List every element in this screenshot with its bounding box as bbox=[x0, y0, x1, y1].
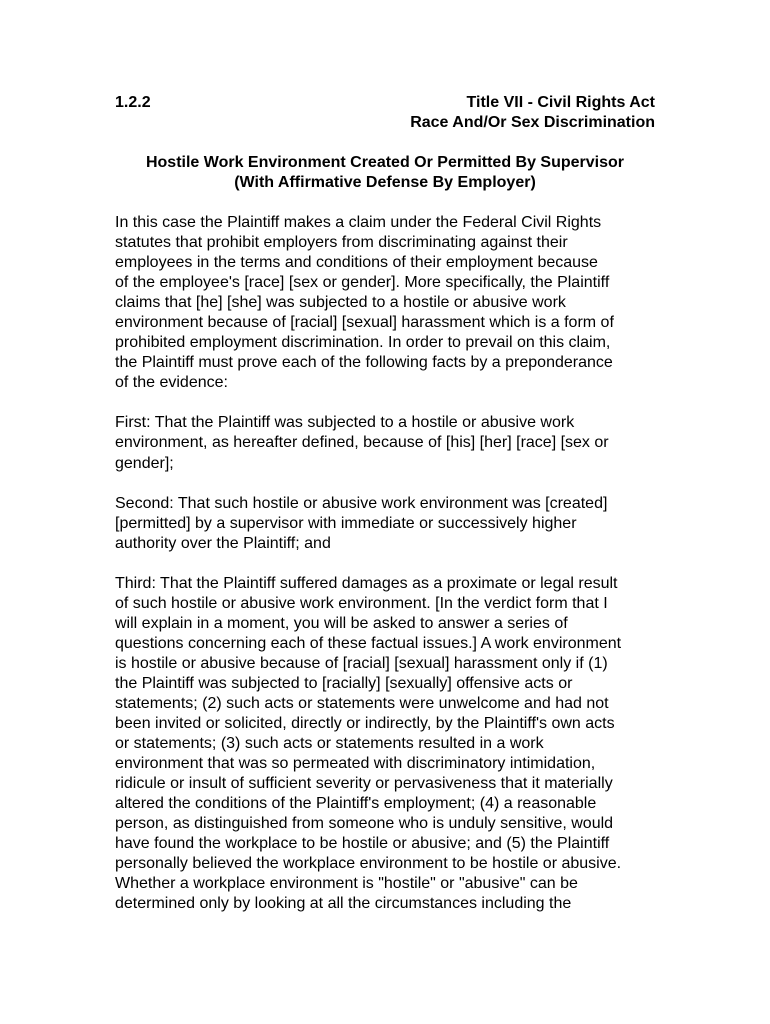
title-line-1: Title VII - Civil Rights Act bbox=[466, 94, 655, 111]
paragraph bbox=[115, 213, 655, 393]
paragraph-line: environment, as hereafter defined, because of [his] [her] [race] [sex or bbox=[115, 434, 609, 452]
paragraph-line: determined only by looking at all the circumstances including the bbox=[115, 895, 572, 913]
paragraph-line: statements; (2) such acts or statements were unwelcome and had not bbox=[115, 694, 609, 712]
paragraph-line: Third: That the Plaintiff suffered damages as a proximate or legal result bbox=[115, 574, 618, 592]
paragraph-line: have found the workplace to be hostile or abusive; and (5) the Plaintiff bbox=[115, 835, 610, 853]
paragraph-line: personally believed the workplace environment to be hostile or abusive. bbox=[115, 855, 622, 873]
header-row bbox=[115, 93, 655, 113]
paragraph-line: Second: That such hostile or abusive work environment was [created] bbox=[115, 494, 608, 512]
paragraph-line: questions concerning each of these factual issues.] A work environment bbox=[115, 634, 622, 652]
document-body bbox=[115, 213, 655, 915]
paragraph-line: authority over the Plaintiff; and bbox=[115, 534, 331, 552]
paragraph bbox=[115, 574, 655, 915]
paragraph-line: been invited or solicited, directly or indirectly, by the Plaintiff's own acts bbox=[115, 715, 615, 733]
paragraph-line: altered the conditions of the Plaintiff's employment; (4) a reasonable bbox=[115, 795, 597, 813]
document-page bbox=[115, 93, 655, 915]
paragraph-line: First: That the Plaintiff was subjected to a hostile or abusive work bbox=[115, 414, 575, 432]
heading-line-1: Hostile Work Environment Created Or Permitted By Supervisor bbox=[145, 154, 625, 171]
paragraph-line: ridicule or insult of sufficient severity or pervasiveness that it materially bbox=[115, 775, 613, 793]
paragraph-line: Whether a workplace environment is "hostile" or "abusive" can be bbox=[115, 875, 578, 893]
paragraph-line: the Plaintiff was subjected to [racially] [sexually] offensive acts or bbox=[115, 674, 573, 692]
paragraph-line: claims that [he] [she] was subjected to a hostile or abusive work bbox=[115, 294, 566, 312]
title-line-2: Race And/Or Sex Discrimination bbox=[410, 114, 655, 131]
paragraph-line: gender]; bbox=[115, 454, 174, 472]
paragraph bbox=[115, 413, 655, 473]
paragraph-line: prohibited employment discrimination. In order to prevail on this claim, bbox=[115, 334, 611, 352]
paragraph-line: is hostile or abusive because of [racial] [sexual] harassment only if (1) bbox=[115, 654, 608, 672]
paragraph-line: employees in the terms and conditions of their employment because bbox=[115, 254, 598, 272]
paragraph-line: of the employee's [race] [sex or gender]. More specifically, the Plaintiff bbox=[115, 274, 610, 292]
paragraph-line: statutes that prohibit employers from discriminating against their bbox=[115, 234, 568, 252]
paragraph-line: In this case the Plaintiff makes a claim under the Federal Civil Rights bbox=[115, 214, 602, 231]
section-number: 1.2.2 bbox=[115, 94, 151, 111]
instruction-heading bbox=[115, 153, 655, 193]
paragraph-line: person, as distinguished from someone who is unduly sensitive, would bbox=[115, 815, 614, 833]
paragraph bbox=[115, 494, 655, 554]
paragraph-line: of the evidence: bbox=[115, 374, 228, 392]
paragraph-line: environment because of [racial] [sexual] harassment which is a form of bbox=[115, 314, 614, 332]
paragraph-line: environment that was so permeated with discriminatory intimidation, bbox=[115, 755, 596, 773]
paragraph-line: will explain in a moment, you will be asked to answer a series of bbox=[115, 614, 568, 632]
paragraph-line: the Plaintiff must prove each of the following facts by a preponderance bbox=[115, 354, 613, 372]
paragraph-line: [permitted] by a supervisor with immediate or successively higher bbox=[115, 514, 577, 532]
paragraph-line: or statements; (3) such acts or statements resulted in a work bbox=[115, 735, 544, 753]
paragraph-line: of such hostile or abusive work environment. [In the verdict form that I bbox=[115, 594, 608, 612]
heading-line-2: (With Affirmative Defense By Employer) bbox=[234, 174, 536, 191]
